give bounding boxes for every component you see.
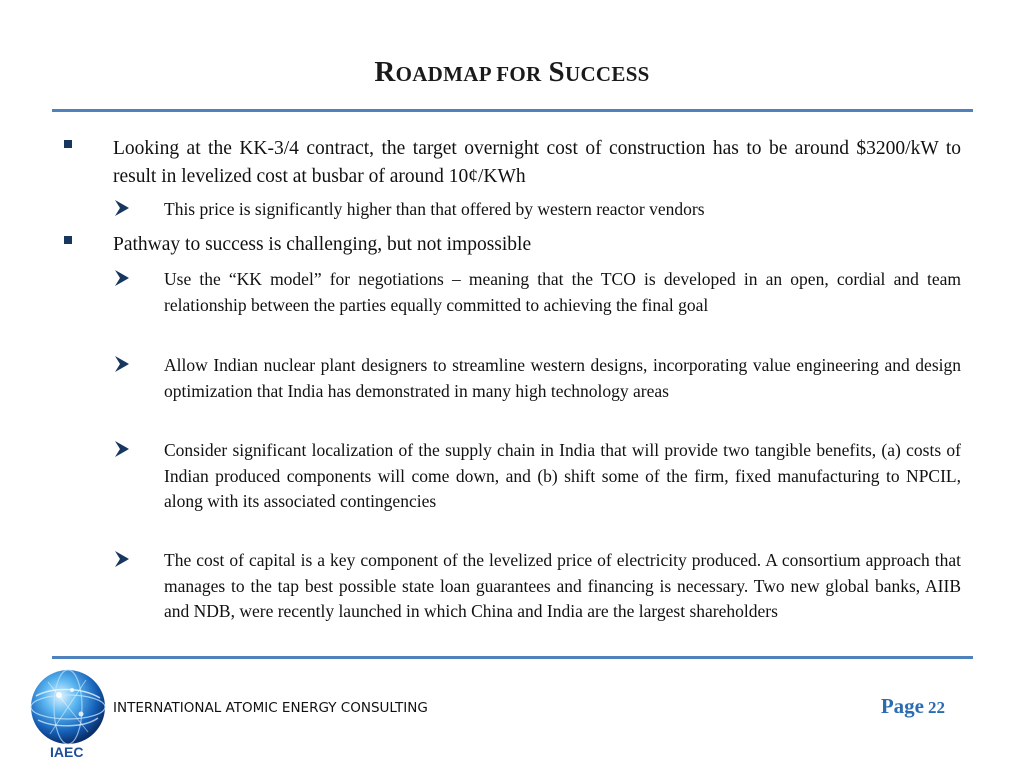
arrowhead-bullet-icon bbox=[114, 199, 130, 217]
title-smallcaps-1: OADMAP FOR bbox=[395, 62, 542, 86]
sub-bullet-text: Use the “KK model” for negotiations – meaning that the TCO is developed in an open, cordial and team relationship between the parties equally committed to achieving the final goal bbox=[164, 269, 961, 315]
arrowhead-bullet-icon bbox=[114, 550, 130, 568]
title-initial-s: S bbox=[548, 56, 565, 88]
sub-bullet-text: This price is significantly higher than that offered by western reactor vendors bbox=[164, 199, 705, 219]
square-bullet-icon bbox=[64, 140, 72, 148]
bottom-divider bbox=[52, 656, 973, 659]
globe-logo-icon bbox=[28, 668, 108, 746]
sub-bullet-text: Consider significant localization of the supply chain in India that will provide two tangible benefits, (a) costs of Indian produced components will come down, and (b) shift some of the firm, fixed manufacturing to NPCIL, along with its associated contingencies bbox=[164, 440, 961, 511]
arrowhead-bullet-icon bbox=[114, 355, 130, 373]
company-name: INTERNATIONAL ATOMIC ENERGY CONSULTING bbox=[113, 700, 428, 716]
bullet-text: Looking at the KK-3/4 contract, the target overnight cost of construction has to be around $3200/kW to result in levelized cost at busbar of around 10¢/KWh bbox=[113, 138, 961, 187]
sub-bullet-text: Allow Indian nuclear plant designers to streamline western designs, incorporating value engineering and design optimization that India has demonstrated in many high technology areas bbox=[164, 355, 961, 401]
page-indicator bbox=[881, 694, 945, 719]
page-label: Page bbox=[880, 694, 924, 718]
logo-label: IAEC bbox=[50, 744, 84, 760]
arrowhead-bullet-icon bbox=[114, 269, 130, 287]
page-number: 22 bbox=[928, 698, 945, 717]
bullet-text: Pathway to success is challenging, but not impossible bbox=[113, 234, 532, 255]
square-bullet-icon bbox=[64, 236, 72, 244]
arrowhead-bullet-icon bbox=[114, 440, 130, 458]
sub-bullet-text: The cost of capital is a key component of the levelized price of electricity produced. A consortium approach that manages to the tap best possible state loan guarantees and financing is necessary. Two new global banks, AIIB and NDB, were recently launched in which China and India are the largest shareholders bbox=[164, 550, 961, 621]
title-initial-r: R bbox=[374, 56, 396, 88]
title-smallcaps-2: UCCESS bbox=[564, 62, 650, 86]
